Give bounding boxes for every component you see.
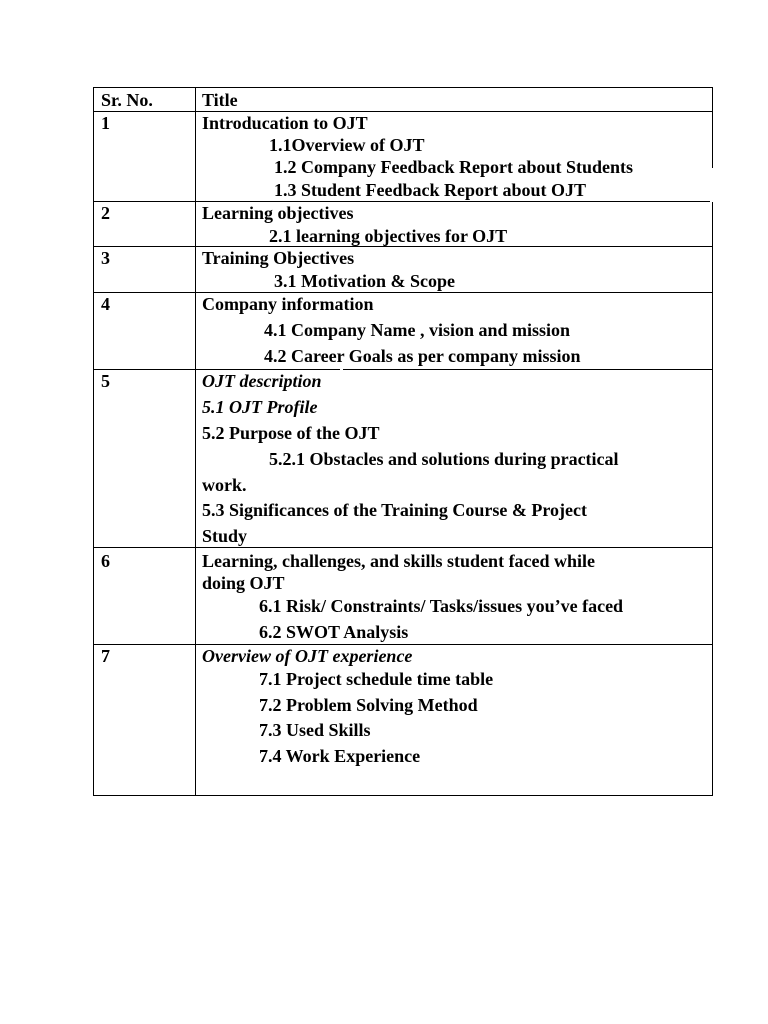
row-number: 1 xyxy=(101,113,110,133)
subsection-title: 2.1 learning objectives for OJT xyxy=(269,226,508,246)
section-title: Learning objectives xyxy=(202,203,354,223)
subsection-title: 7.4 Work Experience xyxy=(259,746,421,766)
row-divider xyxy=(94,644,712,645)
row-number: 6 xyxy=(101,551,110,571)
row-divider xyxy=(94,111,712,112)
subsection-title: 5.3 Significances of the Training Course & Project xyxy=(202,500,587,520)
subsection-title: 1.1Overview of OJT xyxy=(269,135,425,155)
row-divider xyxy=(94,246,712,247)
subsection-title: 7.3 Used Skills xyxy=(259,720,371,740)
section-title: OJT description xyxy=(202,371,322,391)
section-title: Learning, challenges, and skills student faced while xyxy=(202,551,596,571)
section-title: Company information xyxy=(202,294,374,314)
border-gap xyxy=(340,369,343,389)
subsection-title: 4.2 Career Goals as per company mission xyxy=(264,346,581,366)
row-number: 4 xyxy=(101,294,110,314)
subsection-title-continued: work. xyxy=(202,475,247,495)
section-title-continued: doing OJT xyxy=(202,573,285,593)
subsection-title: 7.1 Project schedule time table xyxy=(259,669,494,689)
row-number: 3 xyxy=(101,248,110,268)
contents-table xyxy=(93,87,713,796)
row-divider xyxy=(94,201,712,202)
border-gap xyxy=(710,168,716,202)
row-number: 5 xyxy=(101,371,110,391)
subsection-title: 5.1 OJT Profile xyxy=(202,397,318,417)
header-sr-no: Sr. No. xyxy=(101,90,153,110)
section-title: Introducation to OJT xyxy=(202,113,368,133)
subsection-title: 7.2 Problem Solving Method xyxy=(259,695,478,715)
row-number: 2 xyxy=(101,203,110,223)
header-title: Title xyxy=(202,90,238,110)
subsection-title: 3.1 Motivation & Scope xyxy=(274,271,455,291)
subsection-title-continued: Study xyxy=(202,526,248,546)
row-divider xyxy=(94,292,712,293)
subsection-title: 1.2 Company Feedback Report about Students xyxy=(274,157,634,177)
column-divider xyxy=(195,88,196,795)
subsection-title: 4.1 Company Name , vision and mission xyxy=(264,320,571,340)
section-title: Training Objectives xyxy=(202,248,355,268)
subsection-title: 5.2.1 Obstacles and solutions during practical xyxy=(269,449,619,469)
subsection-title: 5.2 Purpose of the OJT xyxy=(202,423,380,443)
subsection-title: 6.1 Risk/ Constraints/ Tasks/issues you’ve faced xyxy=(259,596,624,616)
subsection-title: 1.3 Student Feedback Report about OJT xyxy=(274,180,587,200)
row-divider xyxy=(94,547,712,548)
row-number: 7 xyxy=(101,646,110,666)
row-divider xyxy=(94,369,712,370)
section-title: Overview of OJT experience xyxy=(202,646,413,666)
subsection-title: 6.2 SWOT Analysis xyxy=(259,622,409,642)
